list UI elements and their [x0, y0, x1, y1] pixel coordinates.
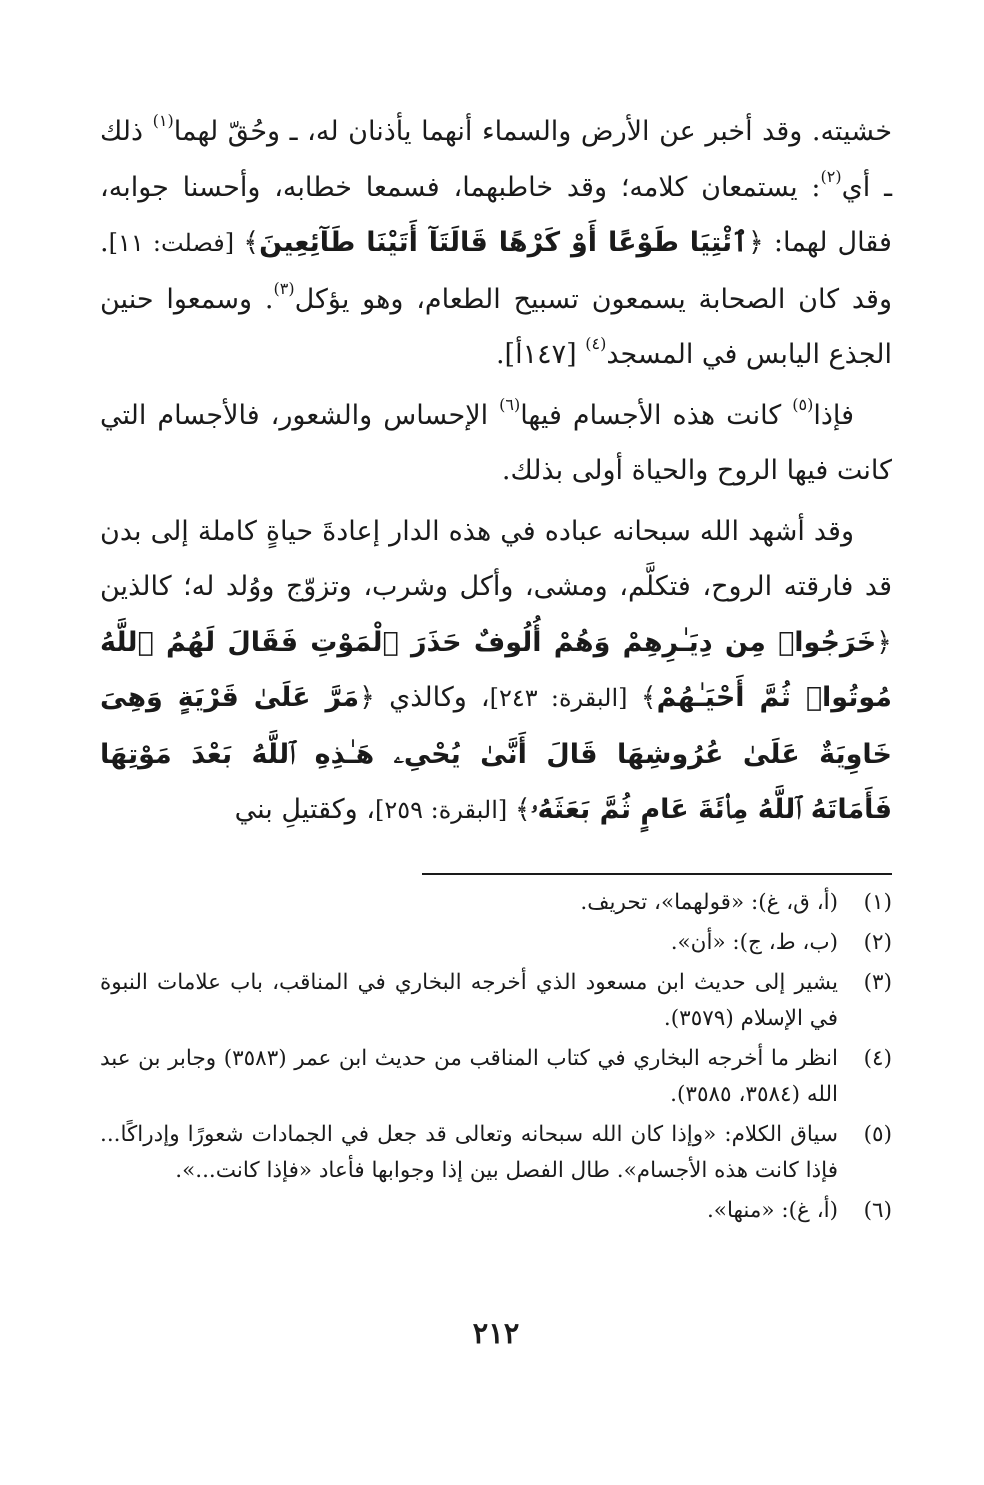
footnote-number: (٥) [863, 1121, 892, 1147]
footnote-number: (٦) [863, 1197, 892, 1223]
p3-text-c: ، وكقتيلِ بني [234, 794, 375, 825]
quran-verse-baqarah-259: مَرَّ عَلَىٰ قَرْيَةٍ وَهِىَ خَاوِيَةٌ عَلَىٰ عُرُوشِهَا قَالَ أَنَّىٰ يُحْىِۦ هَـٰذِهِ ٱللَّهُ بَعْدَ مَوْتِهَا فَأَمَاتَهُ ٱللَّهُ مِا۟ئَةَ عَامٍ ثُمَّ بَعَثَهُۥ [100, 682, 892, 825]
footnote-ref-4[interactable]: (٤) [585, 334, 607, 353]
footnote-ref-2[interactable]: (٢) [820, 166, 842, 186]
quran-close-bracket: ﴾ [514, 794, 531, 825]
footnote-separator [422, 873, 892, 875]
p1-text-e: . وسمعوا حنين الجذع اليابس في المسجد [100, 283, 892, 370]
footnote-3 [100, 965, 892, 1037]
p2-text-a: فإذا [813, 399, 855, 431]
footnote-ref-6[interactable]: (٦) [499, 394, 521, 414]
footnote-text: يشير إلى حديث ابن مسعود الذي أخرجه البخاري في المناقب، باب علامات النبوة في الإسلام (٣٥٧٩). [100, 969, 838, 1031]
main-text [100, 104, 892, 839]
quran-close-bracket: ﴾ [243, 227, 260, 258]
footnote-text: انظر ما أخرجه البخاري في كتاب المناقب من حديث ابن عمر (٣٥٨٣) وجابر بن عبد الله (٣٥٨٤، ٣٥٨٥). [100, 1045, 838, 1107]
p1-text-d: . وقد كان الصحابة يسمعون تسبيح الطعام، وهو يؤكل [100, 227, 892, 315]
p2-text-b: كانت هذه الأجسام فيها [520, 399, 793, 431]
footnote-text: (أ، غ): «منها». [706, 1197, 838, 1223]
p1-text-a: خشيته. وقد أخبر عن الأرض والسماء أنهما يأذنان له، ـ وحُقّ لهما [173, 116, 893, 147]
footnote-5 [100, 1117, 892, 1189]
footnote-number: (٣) [863, 969, 892, 995]
footnote-text: سياق الكلام: «وإذا كان الله سبحانه وتعالى قد جعل في الجمادات شعورًا وإدراكًا... فإذا كانت هذه الأجسام». طال الفصل بين إذا وجوابها فأعاد «فإذا كانت...». [100, 1121, 838, 1183]
footnotes [100, 885, 892, 1229]
p3-text-a: وقد أشهد الله سبحانه عباده في هذه الدار إعادةَ حياةٍ كاملة إلى بدن قد فارقته الروح، فتكلَّم، ومشى، وأكل وشرب، وتزوّج ووُلد له؛ كالذين [100, 515, 892, 602]
footnote-ref-5[interactable]: (٥) [792, 394, 814, 414]
footnote-number: (١) [863, 889, 892, 915]
quran-open-bracket: ﴿ [747, 227, 764, 258]
verse-reference-baqarah-243: [البقرة: ٢٤٣] [489, 684, 641, 712]
quran-open-bracket: ﴿ [359, 682, 375, 713]
footnote-ref-1[interactable]: (١) [152, 111, 174, 130]
footnote-ref-3[interactable]: (٣) [273, 278, 295, 298]
p2-text-c: الإحساس والشعور، فالأجسام التي كانت فيها الروح والحياة أولى بذلك. [100, 399, 892, 486]
quran-open-bracket: ﴿ [876, 626, 892, 658]
p1-text-c: : يستمعان كلامه؛ وقد خاطبهما، فسمعا خطابه، وأحسنا جوابه، فقال لهما: [100, 171, 892, 258]
verse-reference-baqarah-259: [البقرة: ٢٥٩] [374, 796, 515, 824]
quran-verse-baqarah-243: خَرَجُوا۟ مِن دِيَـٰرِهِمْ وَهُمْ أُلُوفٌ حَذَرَ ٱلْمَوْتِ فَقَالَ لَهُمُ ٱللَّهُ مُوتُوا۟ ثُمَّ أَحْيَـٰهُمْ [100, 626, 892, 713]
footnote-text: (ب، ط، ج): «أن». [670, 929, 838, 955]
footnote-1 [100, 885, 892, 921]
p1-text-b: ذلك ـ أي [100, 116, 892, 203]
footnote-number: (٤) [863, 1045, 892, 1071]
footnote-text: (أ، ق، غ): «قولهما»، تحريف. [580, 889, 838, 915]
quran-close-bracket: ﴾ [640, 682, 657, 713]
quran-verse-fussilat: ٱئْتِيَا طَوْعًا أَوْ كَرْهًا قَالَتَآ أَتَيْنَا طَآئِعِينَ [259, 227, 748, 258]
footnote-number: (٢) [863, 929, 892, 955]
page-number: ٢١٢ [472, 1316, 520, 1350]
footnote-4 [100, 1041, 892, 1113]
footnote-2 [100, 925, 892, 961]
book-page [100, 104, 892, 1404]
paragraph-2 [100, 388, 892, 499]
verse-reference-fussilat: [فصلت: ١١] [108, 229, 244, 257]
p1-text-f: [١٤٧أ]. [495, 339, 586, 370]
paragraph-1 [100, 104, 892, 383]
p3-text-b: ، وكالذي [374, 682, 490, 713]
paragraph-3 [100, 504, 892, 839]
footnote-6 [100, 1193, 892, 1229]
